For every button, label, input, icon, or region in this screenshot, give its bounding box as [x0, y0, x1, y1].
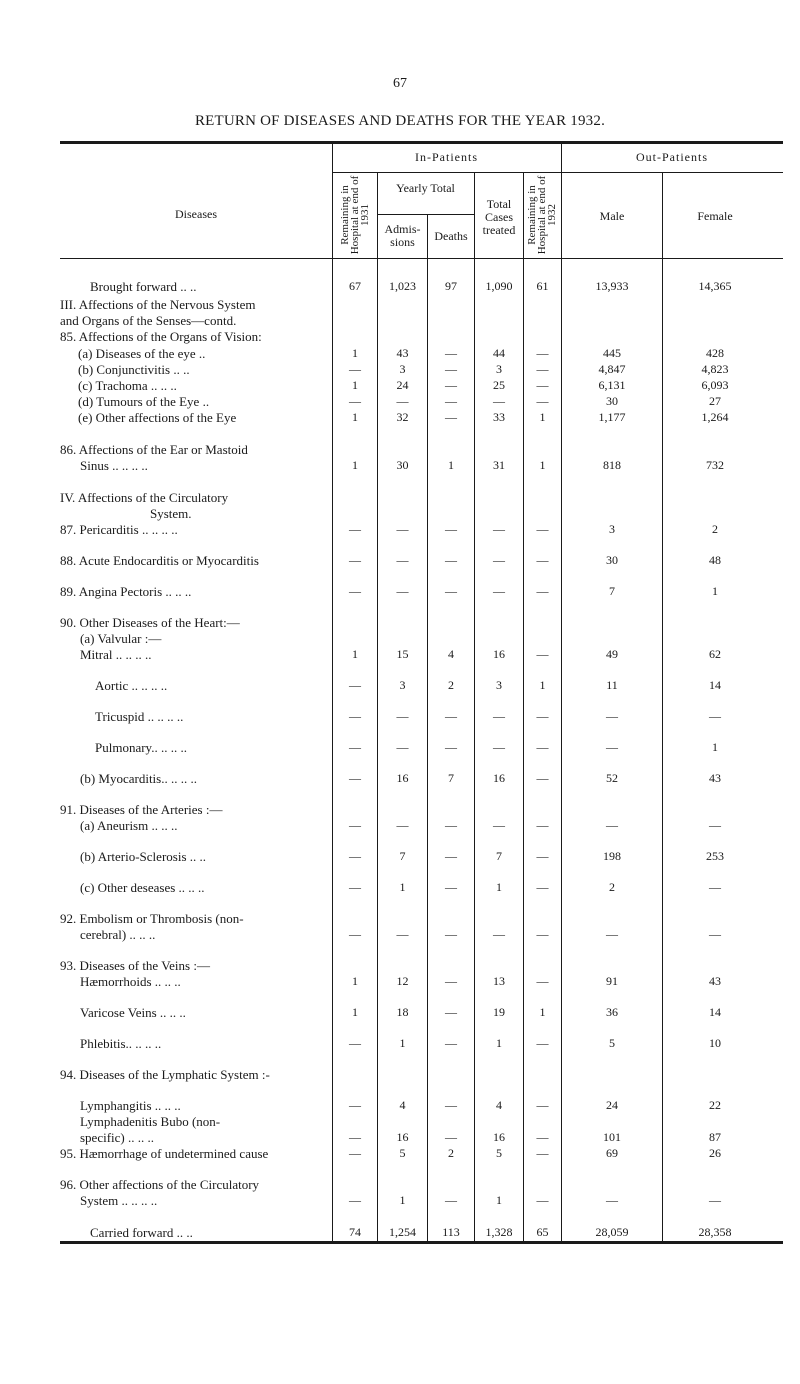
table-cell: 14,365 — [698, 279, 732, 293]
table-cell: 49 — [606, 647, 618, 661]
male-header: Male — [599, 209, 625, 223]
table-cell: — — [493, 818, 505, 832]
table-cell: — — [709, 880, 721, 894]
table-cell: 16 — [493, 771, 505, 785]
table-cell: — — [536, 394, 549, 408]
table-cell: — — [445, 1130, 457, 1144]
row-label: Carried forward .. .. — [90, 1225, 193, 1240]
row-label: IV. Affections of the Circulatory — [60, 490, 229, 505]
row-label: 94. Diseases of the Lymphatic System :- — [60, 1067, 270, 1082]
row-label: III. Affections of the Nervous System — [60, 297, 256, 312]
header-rule — [332, 172, 783, 173]
table-cell: — — [536, 1098, 549, 1112]
table-cell: — — [536, 584, 549, 598]
table-cell: 4 — [448, 647, 454, 661]
in-patients-header: In-Patients — [415, 150, 478, 164]
table-cell: 24 — [396, 378, 409, 392]
table-cell: 1 — [539, 410, 546, 424]
table-cell: — — [445, 849, 457, 863]
out-patients-header: Out-Patients — [636, 150, 708, 164]
table-cell: — — [349, 394, 361, 408]
table-cell: 7 — [399, 849, 406, 863]
table-cell: 30 — [396, 458, 409, 472]
table-cell: 1 — [496, 1036, 502, 1050]
table-cell: 1,023 — [389, 279, 416, 293]
table-cell: — — [349, 849, 361, 863]
table-cell: 1 — [352, 974, 358, 988]
table-cell: 61 — [536, 279, 549, 293]
table-cell: — — [536, 1130, 549, 1144]
diseases-header: Diseases — [175, 207, 217, 221]
table-bottom-rule — [60, 1241, 783, 1244]
row-label: Aortic .. .. .. .. — [95, 678, 168, 693]
table-cell: 24 — [606, 1098, 618, 1112]
table-cell: — — [536, 771, 549, 785]
table-cell: 1 — [352, 647, 358, 661]
table-cell: 16 — [396, 1130, 409, 1144]
table-cell: 1,177 — [598, 410, 626, 424]
row-label: Lymphadenitis Bubo (non- — [80, 1114, 221, 1129]
table-cell: 1 — [712, 584, 718, 598]
table-cell: — — [536, 647, 549, 661]
table-cell: 28,358 — [698, 1225, 732, 1239]
table-cell: 1 — [539, 678, 546, 692]
table-cell: — — [606, 1193, 618, 1207]
table-cell: 28,059 — [595, 1225, 629, 1239]
table-cell: — — [606, 709, 618, 723]
row-label: Hæmorrhoids .. .. .. — [80, 974, 181, 989]
table-cell: — — [349, 678, 361, 692]
table-cell: 253 — [706, 849, 724, 863]
table-cell: 1 — [496, 1193, 502, 1207]
row-label: specific) .. .. .. — [80, 1130, 155, 1145]
row-label: Mitral .. .. .. .. — [80, 647, 152, 662]
table-cell: 62 — [709, 647, 721, 661]
table-cell: — — [349, 709, 361, 723]
table-cell: 13,933 — [595, 279, 629, 293]
table-cell: 69 — [606, 1146, 618, 1160]
table-cell: — — [493, 553, 505, 567]
deaths-header: Deaths — [434, 229, 468, 243]
yearly-total-header: Yearly Total — [396, 181, 455, 195]
remaining-1932-header: Remaining in Hospital at end of 1932 — [526, 175, 558, 255]
table-cell: — — [349, 1193, 361, 1207]
table-cell: — — [349, 362, 361, 376]
table-cell: — — [396, 553, 409, 567]
table-cell: — — [445, 1193, 457, 1207]
table-cell: 22 — [709, 1098, 721, 1112]
row-label: 88. Acute Endocarditis or Myocarditis — [60, 553, 259, 568]
table-cell: 3 — [609, 522, 615, 536]
row-label: cerebral) .. .. .. — [80, 927, 156, 942]
table-cell: — — [349, 927, 361, 941]
table-cell: 5 — [399, 1146, 406, 1160]
table-cell: 7 — [448, 771, 454, 785]
table-cell: — — [536, 818, 549, 832]
table-cell: — — [536, 362, 549, 376]
table-cell: 1 — [539, 1005, 546, 1019]
table-cell: — — [396, 709, 409, 723]
table-cell: 14 — [709, 1005, 721, 1019]
table-cell: 43 — [396, 346, 409, 360]
row-label: System. — [150, 506, 192, 521]
row-label: 89. Angina Pectoris .. .. .. — [60, 584, 192, 599]
table-cell: 16 — [396, 771, 409, 785]
table-cell: 1 — [399, 1036, 406, 1050]
row-label: 87. Pericarditis .. .. .. .. — [60, 522, 178, 537]
row-label: 95. Hæmorrhage of undetermined cause — [60, 1146, 269, 1161]
table-cell: 113 — [442, 1225, 460, 1239]
table-cell: 13 — [493, 974, 505, 988]
table-cell: — — [536, 553, 549, 567]
table-cell: — — [445, 394, 457, 408]
table-cell: — — [709, 1193, 721, 1207]
table-cell: 1,254 — [389, 1225, 416, 1239]
table-cell: 65 — [536, 1225, 549, 1239]
table-cell: — — [493, 394, 505, 408]
table-cell: — — [349, 522, 361, 536]
table-cell: — — [536, 974, 549, 988]
table-cell: — — [606, 740, 618, 754]
table-cell: — — [536, 927, 549, 941]
row-label: (c) Other deseases .. .. .. — [80, 880, 205, 895]
row-label: Varicose Veins .. .. .. — [80, 1005, 186, 1020]
table-cell: 19 — [493, 1005, 505, 1019]
table-cell: — — [709, 927, 721, 941]
table-cell: — — [445, 1005, 457, 1019]
table-cell: — — [493, 584, 505, 598]
table-cell: 428 — [706, 346, 724, 360]
table-cell: — — [536, 346, 549, 360]
table-cell: 30 — [606, 553, 618, 567]
table-cell: 818 — [603, 458, 621, 472]
row-label: 86. Affections of the Ear or Mastoid — [60, 442, 248, 457]
row-label: (d) Tumours of the Eye .. — [78, 394, 210, 409]
table-cell: — — [445, 974, 457, 988]
table-cell: 3 — [399, 678, 406, 692]
table-cell: 33 — [493, 410, 505, 424]
table-cell: 1,328 — [485, 1225, 513, 1239]
table-cell: — — [445, 1098, 457, 1112]
table-cell: 1 — [352, 410, 358, 424]
page-number: 67 — [393, 76, 407, 91]
table-cell: 1,264 — [701, 410, 729, 424]
table-cell: — — [396, 522, 409, 536]
row-label: Sinus .. .. .. .. — [80, 458, 148, 473]
table-cell: — — [445, 818, 457, 832]
table-cell: — — [396, 927, 409, 941]
table-cell: — — [493, 709, 505, 723]
table-cell: 4 — [496, 1098, 502, 1112]
row-label: (b) Conjunctivitis .. .. — [78, 362, 190, 377]
table-cell: 26 — [709, 1146, 721, 1160]
table-cell: — — [396, 740, 409, 754]
table-cell: 30 — [606, 394, 618, 408]
table-top-rule — [60, 141, 783, 144]
header-rule — [60, 258, 783, 259]
table-cell: 7 — [609, 584, 615, 598]
table-cell: — — [396, 818, 409, 832]
table-cell: 1 — [352, 458, 358, 472]
table-cell: 1 — [352, 346, 358, 360]
total-cases-header: Total Cases treated — [482, 197, 516, 237]
table-cell: 3 — [399, 362, 406, 376]
table-cell: 732 — [706, 458, 724, 472]
table-cell: 43 — [709, 771, 721, 785]
table-cell: 6,131 — [598, 378, 626, 392]
row-label: System .. .. .. .. — [80, 1193, 158, 1208]
col-divider — [523, 172, 524, 1241]
table-cell: — — [536, 522, 549, 536]
header-rule — [377, 214, 474, 215]
table-cell: 16 — [493, 1130, 505, 1144]
table-cell: 5 — [496, 1146, 502, 1160]
table-cell: 2 — [448, 678, 454, 692]
table-cell: — — [349, 771, 361, 785]
table-cell: 1 — [399, 1193, 406, 1207]
table-cell: — — [445, 880, 457, 894]
table-cell: 198 — [603, 849, 621, 863]
table-cell: 1 — [399, 880, 406, 894]
table-cell: 4 — [399, 1098, 406, 1112]
table-cell: 7 — [496, 849, 502, 863]
row-label: 85. Affections of the Organs of Vision: — [60, 329, 262, 344]
row-label: 93. Diseases of the Veins :— — [60, 958, 210, 973]
table-cell: — — [606, 927, 618, 941]
table-cell: — — [445, 553, 457, 567]
table-cell: 43 — [709, 974, 721, 988]
table-cell: — — [396, 584, 409, 598]
table-cell: — — [349, 1098, 361, 1112]
table-cell: 32 — [396, 410, 409, 424]
table-cell: 2 — [448, 1146, 454, 1160]
female-header: Female — [697, 209, 733, 223]
row-label: (e) Other affections of the Eye — [78, 410, 237, 425]
table-cell: — — [536, 880, 549, 894]
table-cell: 1 — [352, 378, 358, 392]
table-cell: — — [349, 1130, 361, 1144]
table-cell: — — [493, 522, 505, 536]
table-cell: — — [536, 378, 549, 392]
table-cell: — — [349, 1036, 361, 1050]
table-cell: — — [349, 880, 361, 894]
table-cell: 11 — [606, 678, 618, 692]
table-cell: — — [445, 709, 457, 723]
table-cell: 97 — [445, 279, 457, 293]
table-cell: — — [536, 1036, 549, 1050]
table-cell: 44 — [493, 346, 505, 360]
table-cell: 91 — [606, 974, 618, 988]
row-label: Brought forward .. .. — [90, 279, 197, 294]
row-label: Phlebitis.. .. .. .. — [80, 1036, 162, 1051]
row-label: (b) Myocarditis.. .. .. .. — [80, 771, 197, 786]
table-cell: — — [493, 927, 505, 941]
row-label: (a) Aneurism .. .. .. — [80, 818, 178, 833]
row-label: (b) Arterio-Sclerosis .. .. — [80, 849, 207, 864]
table-cell: — — [536, 709, 549, 723]
table-cell: — — [445, 584, 457, 598]
row-label: 92. Embolism or Thrombosis (non- — [60, 911, 244, 926]
table-cell: — — [445, 346, 457, 360]
table-cell: 3 — [496, 678, 502, 692]
table-cell: 101 — [603, 1130, 621, 1144]
table-cell: — — [536, 1193, 549, 1207]
table-cell: — — [349, 818, 361, 832]
table-cell: — — [709, 709, 721, 723]
table-cell: — — [536, 740, 549, 754]
table-cell: 10 — [709, 1036, 721, 1050]
table-cell: 1 — [539, 458, 546, 472]
row-label: 96. Other affections of the Circulatory — [60, 1177, 260, 1192]
table-cell: 1 — [448, 458, 454, 472]
table-cell: 67 — [349, 279, 361, 293]
table-cell: 3 — [496, 362, 502, 376]
table-cell: — — [349, 553, 361, 567]
table-cell: 16 — [493, 647, 505, 661]
table-cell: 4,823 — [701, 362, 729, 376]
table-cell: 14 — [709, 678, 721, 692]
table-cell: — — [536, 1146, 549, 1160]
row-label: and Organs of the Senses—contd. — [60, 313, 237, 328]
table-cell: 52 — [606, 771, 618, 785]
table-cell: — — [445, 522, 457, 536]
table-cell: 6,093 — [701, 378, 729, 392]
table-cell: 445 — [603, 346, 621, 360]
table-cell: 87 — [709, 1130, 721, 1144]
remaining-1931-header: Remaining in Hospital at end of 1931 — [339, 175, 371, 255]
row-label: Lymphangitis .. .. .. — [80, 1098, 181, 1113]
table-cell: — — [606, 818, 618, 832]
table-cell: 1 — [496, 880, 502, 894]
table-cell: — — [396, 394, 409, 408]
table-cell: 25 — [493, 378, 505, 392]
table-cell: — — [493, 740, 505, 754]
table-cell: 18 — [396, 1005, 409, 1019]
table-cell: — — [709, 818, 721, 832]
table-cell: — — [445, 378, 457, 392]
table-cell: — — [445, 410, 457, 424]
table-cell: — — [349, 740, 361, 754]
table-cell: 2 — [712, 522, 718, 536]
row-label: Tricuspid .. .. .. .. — [95, 709, 184, 724]
table-cell: 12 — [396, 974, 409, 988]
table-cell: 27 — [709, 394, 721, 408]
row-label: 90. Other Diseases of the Heart:— — [60, 615, 240, 630]
table-cell: 4,847 — [598, 362, 626, 376]
table-cell: 31 — [493, 458, 505, 472]
row-label: (a) Valvular :— — [80, 631, 162, 646]
table-cell: — — [445, 362, 457, 376]
col-divider — [662, 172, 663, 1241]
table-cell: — — [445, 740, 457, 754]
table-cell: — — [349, 1146, 361, 1160]
table-cell: — — [349, 584, 361, 598]
table-cell: 48 — [709, 553, 721, 567]
table-cell: 1 — [712, 740, 718, 754]
row-label: (c) Trachoma .. .. .. — [78, 378, 177, 393]
page-title: RETURN OF DISEASES AND DEATHS FOR THE YEAR 1932. — [194, 113, 606, 129]
row-label: Pulmonary.. .. .. .. — [95, 740, 187, 755]
table-cell: 74 — [349, 1225, 361, 1239]
table-cell: — — [445, 1036, 457, 1050]
table-cell: 15 — [396, 647, 409, 661]
table-cell: 5 — [609, 1036, 615, 1050]
table-cell: 36 — [606, 1005, 618, 1019]
table-cell: — — [536, 849, 549, 863]
table-cell: 1 — [352, 1005, 358, 1019]
col-divider — [474, 172, 475, 1241]
row-label: (a) Diseases of the eye .. — [78, 346, 206, 361]
table-cell: 1,090 — [485, 279, 513, 293]
admissions-header: Admis- sions — [384, 222, 421, 249]
row-label: 91. Diseases of the Arteries :— — [60, 802, 223, 817]
table-cell: — — [445, 927, 457, 941]
col-divider — [377, 172, 378, 1241]
table-cell: 2 — [609, 880, 615, 894]
